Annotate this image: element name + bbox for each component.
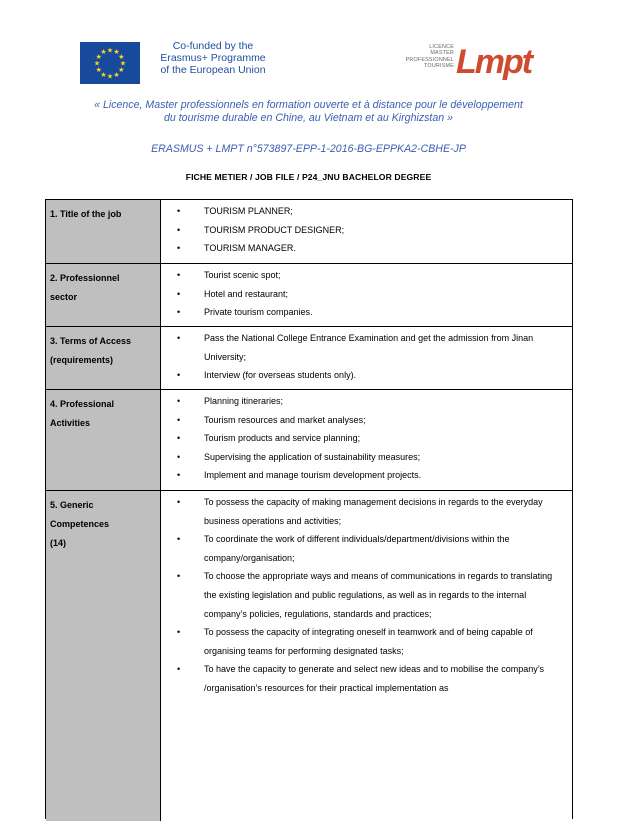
fiche-title: FICHE METIER / JOB FILE / P24_JNU BACHELOR DEGREE	[185, 172, 432, 182]
lmpt-caption-line: TOURISME	[424, 62, 454, 69]
row-label-line: Activities	[50, 418, 91, 428]
subtitle-line: « Licence, Master professionnels en formation ouverte et à distance pour le développement	[94, 99, 523, 111]
list-item: • To choose the appropriate ways and means of communications in regards to translating the existing legislation and public regulations, as well as in regards to the internal company’s policies, regulations, standards and practices;	[161, 567, 572, 623]
list-item: • Tourism resources and market analyses;	[161, 411, 572, 430]
row-label-line: 2. Professionnel	[50, 273, 120, 283]
star-icon: ★	[95, 54, 102, 61]
list-item: • Planning itineraries;	[161, 392, 572, 411]
eu-text-line: Co-funded by the	[172, 40, 254, 52]
table-row	[46, 390, 572, 491]
list-item: • Pass the National College Entrance Examination and get the admission from Jinan University;	[161, 329, 572, 366]
star-icon: ★	[100, 71, 107, 79]
table-row	[46, 491, 572, 821]
star-icon: ★	[106, 47, 114, 55]
star-icon: ★	[100, 49, 107, 57]
table-row	[46, 327, 572, 390]
lmpt-caption-line: LICENCE	[429, 44, 454, 50]
list-item: • Tourism products and service planning;	[161, 429, 572, 448]
eu-text-line: Erasmus+ Programme	[160, 52, 266, 64]
lmpt-caption-line: PROFESSIONNEL	[405, 56, 454, 63]
list-item: • TOURISM PLANNER;	[161, 202, 572, 221]
row-label-line: 4. Professional	[50, 399, 115, 409]
row-label	[46, 200, 161, 263]
row-items	[161, 327, 572, 385]
row-label-line: sector	[50, 292, 78, 302]
row-label	[46, 327, 161, 389]
eu-flag-logo	[80, 42, 140, 84]
star-icon: ★	[118, 67, 125, 74]
star-icon: ★	[118, 54, 125, 61]
row-label-line: 3. Terms of Access	[50, 336, 132, 346]
list-item: • Hotel and restaurant;	[161, 285, 572, 304]
list-item: • To possess the capacity of making management decisions in regards to the everyday business operations and activities;	[161, 493, 572, 530]
star-icon: ★	[93, 60, 101, 68]
subtitle-line: du tourisme durable en Chine, au Vietnam et au Kirghizstan »	[164, 112, 453, 124]
list-item: • TOURISM MANAGER.	[161, 239, 572, 258]
list-item: • Private tourism companies.	[161, 303, 572, 322]
row-label-line: (requirements)	[50, 355, 114, 365]
row-label-line: 5. Generic	[50, 500, 94, 510]
star-icon: ★	[95, 67, 102, 74]
row-items	[161, 491, 572, 698]
project-reference: ERASMUS + LMPT n°573897-EPP-1-2016-BG-EPPKA2-CBHE-JP	[151, 143, 466, 155]
row-items	[161, 264, 572, 322]
table-row	[46, 264, 572, 327]
list-item: • Tourist scenic spot;	[161, 266, 572, 285]
lmpt-wordmark	[456, 41, 548, 83]
lmpt-logo	[398, 41, 548, 83]
list-item: • To have the capacity to generate and select new ideas and to mobilise the company’s /organisation’s resources for their practical implementation as	[161, 660, 572, 697]
list-item: • To coordinate the work of different individuals/department/divisions within the company/organisation;	[161, 530, 572, 567]
row-items	[161, 200, 572, 258]
star-icon: ★	[113, 49, 120, 57]
lmpt-logo-caption	[398, 44, 454, 69]
row-label	[46, 390, 161, 490]
star-icon: ★	[106, 73, 114, 81]
eu-stars-icon	[80, 42, 140, 84]
table-row	[46, 200, 572, 264]
job-file-table	[45, 199, 573, 819]
star-icon: ★	[119, 60, 127, 68]
row-label	[46, 264, 161, 326]
eu-cofunded-text	[148, 40, 278, 76]
list-item: • To possess the capacity of integrating oneself in teamwork and of being capable of organising teams for performing designated tasks;	[161, 623, 572, 660]
lmpt-caption-line: MASTER	[430, 50, 454, 57]
eu-text-line: of the European Union	[160, 64, 266, 76]
svg-text:Lmpt: Lmpt	[456, 43, 532, 81]
project-subtitle	[50, 99, 567, 125]
row-label-line: Competences	[50, 519, 110, 529]
row-label-line: 1. Title of the job	[50, 209, 122, 219]
star-icon: ★	[113, 71, 120, 79]
list-item: • Implement and manage tourism development projects.	[161, 466, 572, 485]
list-item: • TOURISM PRODUCT DESIGNER;	[161, 221, 572, 240]
row-label-line: (14)	[50, 538, 67, 548]
list-item: • Interview (for overseas students only).	[161, 366, 572, 385]
row-items	[161, 390, 572, 485]
row-label	[46, 491, 161, 821]
list-item: • Supervising the application of sustainability measures;	[161, 448, 572, 467]
